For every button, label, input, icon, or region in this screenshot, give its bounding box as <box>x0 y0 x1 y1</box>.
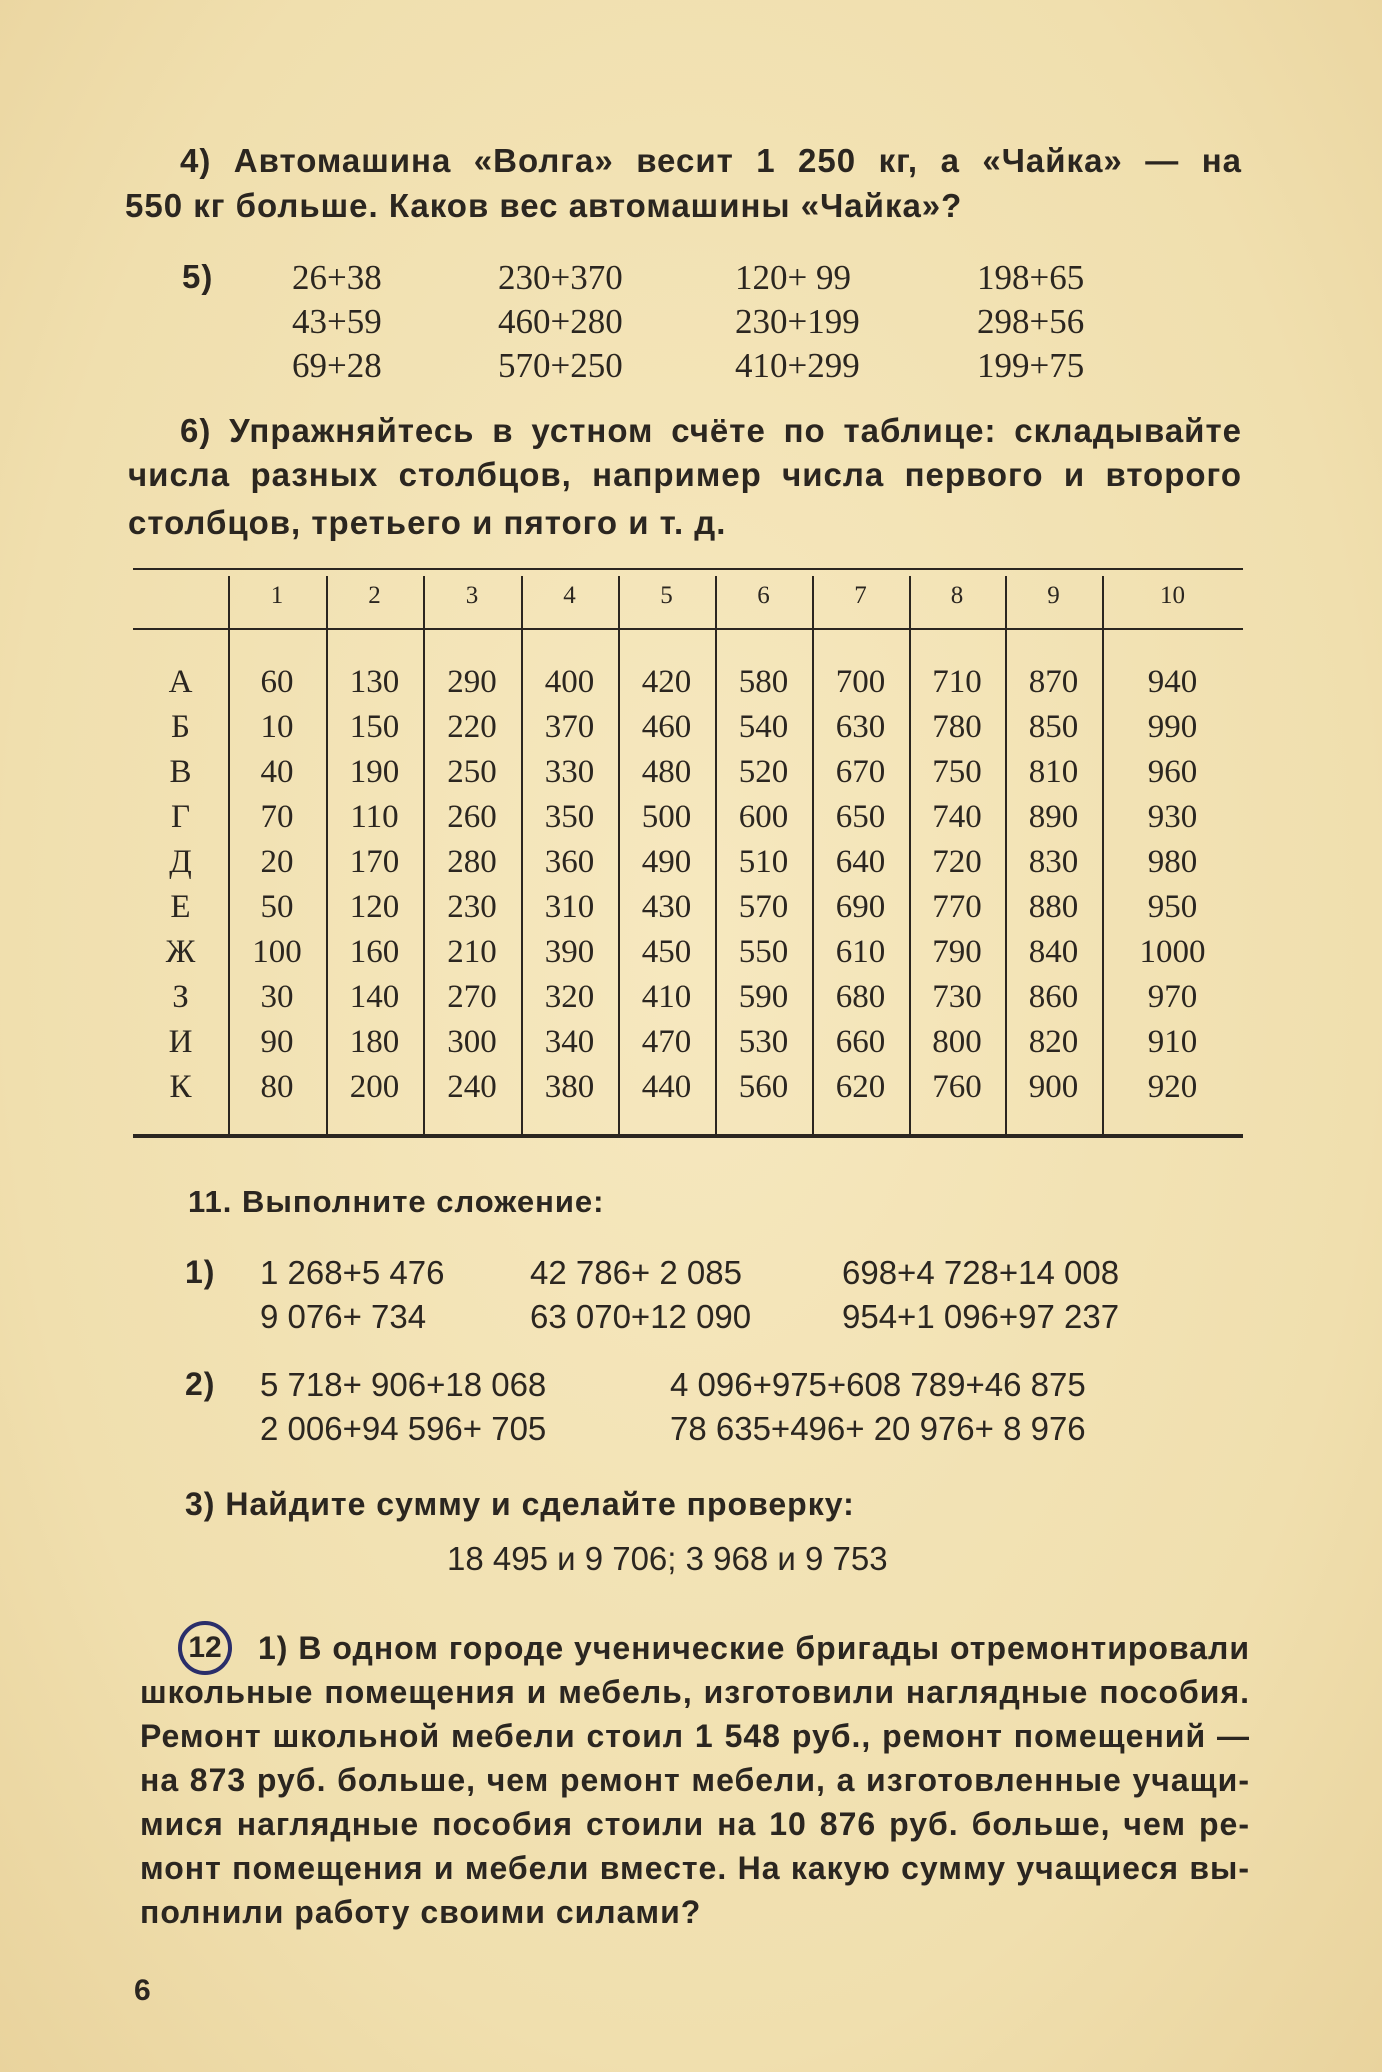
table-cell: 550 <box>738 934 789 970</box>
table-cell: 240 <box>447 1069 497 1105</box>
table-cell: 140 <box>349 979 400 1015</box>
table-row-label: К <box>169 1069 192 1105</box>
table-cell: 180 <box>349 1024 400 1060</box>
task-11-part-3-numbers: 18 495 и 9 706; 3 968 и 9 753 <box>447 1540 888 1577</box>
table-cell: 40 <box>260 754 294 790</box>
table-cell: 650 <box>835 799 886 835</box>
table-row-label: Б <box>171 709 190 745</box>
problem-5-expression: 198+65 <box>977 258 1085 297</box>
table-cell: 820 <box>1028 1024 1079 1060</box>
table-row-label: Е <box>170 889 191 925</box>
table-cell: 350 <box>544 799 595 835</box>
table-cell: 600 <box>738 799 789 835</box>
task-11-part-3-text: 3) Найдите сумму и сделайте проверку: <box>185 1486 855 1522</box>
table-cell: 90 <box>260 1024 294 1060</box>
number-table <box>133 568 1243 1140</box>
table-cell: 640 <box>835 844 886 880</box>
table-cell: 230 <box>447 889 497 925</box>
table-cell: 760 <box>932 1069 982 1105</box>
table-cell: 280 <box>447 844 497 880</box>
table-cell: 960 <box>1147 754 1198 790</box>
table-cell: 480 <box>641 754 692 790</box>
table-cell: 590 <box>738 979 789 1015</box>
task-12-line: мися наглядные пособия стоили на 10 876 руб. больше, чем ре- <box>140 1806 1250 1842</box>
table-cell: 560 <box>738 1069 789 1105</box>
task-11-part-2-label: 2) <box>185 1366 216 1402</box>
problem-4-line-2: 550 кг больше. Каков вес автомашины «Чайка»? <box>125 187 963 224</box>
table-column-header: 1 <box>270 582 284 609</box>
table-cell: 20 <box>260 844 294 880</box>
problem-5-expression: 43+59 <box>292 302 382 341</box>
addition-expression: 1 268+5 476 <box>260 1254 445 1291</box>
table-cell: 400 <box>544 664 595 700</box>
problem-5-expression: 298+56 <box>977 302 1085 341</box>
table-cell: 430 <box>641 889 692 925</box>
addition-expression: 2 006+94 596+ 705 <box>260 1410 547 1447</box>
task-11-part-1-label: 1) <box>185 1254 216 1290</box>
table-cell: 500 <box>641 799 692 835</box>
table-cell: 300 <box>447 1024 497 1060</box>
table-cell: 630 <box>835 709 886 745</box>
addition-expression: 9 076+ 734 <box>260 1298 427 1335</box>
table-column-header: 4 <box>563 582 576 609</box>
table-column-header: 9 <box>1047 582 1060 609</box>
problem-5-expression: 230+370 <box>498 258 623 297</box>
problem-5-expression: 570+250 <box>498 346 623 385</box>
problem-5-expression: 199+75 <box>977 346 1085 385</box>
problem-5-expression: 26+38 <box>292 258 382 297</box>
table-cell: 980 <box>1147 844 1198 880</box>
table-cell: 710 <box>932 664 982 700</box>
table-cell: 440 <box>641 1069 692 1105</box>
table-cell: 260 <box>447 799 497 835</box>
table-cell: 360 <box>544 844 595 880</box>
table-cell: 310 <box>544 889 595 925</box>
table-cell: 100 <box>252 934 302 970</box>
table-cell: 130 <box>349 664 400 700</box>
table-cell: 700 <box>835 664 886 700</box>
problem-5-expression: 69+28 <box>292 346 382 385</box>
table-cell: 680 <box>835 979 886 1015</box>
addition-expression: 4 096+975+608 789+46 875 <box>670 1366 1086 1403</box>
table-cell: 720 <box>932 844 982 880</box>
table-cell: 770 <box>932 889 982 925</box>
table-cell: 740 <box>932 799 982 835</box>
table-cell: 660 <box>835 1024 886 1060</box>
table-cell: 800 <box>932 1024 982 1060</box>
table-cell: 70 <box>260 799 294 835</box>
table-cell: 620 <box>835 1069 886 1105</box>
table-cell: 950 <box>1147 889 1198 925</box>
table-cell: 160 <box>349 934 400 970</box>
table-cell: 170 <box>349 844 400 880</box>
problem-5-expression: 410+299 <box>735 346 860 385</box>
table-cell: 520 <box>738 754 789 790</box>
table-row-label: Г <box>170 799 191 835</box>
table-column-header: 10 <box>1160 582 1185 609</box>
problem-5-expression: 120+ 99 <box>735 258 851 297</box>
table-cell: 750 <box>932 754 982 790</box>
table-cell: 250 <box>447 754 497 790</box>
table-bottom-rule <box>133 1134 1243 1138</box>
table-cell: 890 <box>1028 799 1079 835</box>
table-row-label: З <box>172 979 189 1015</box>
task-12-line: Ремонт школьной мебели стоил 1 548 руб., ремонт помещений — <box>140 1718 1250 1754</box>
table-cell: 420 <box>641 664 692 700</box>
table-cell: 50 <box>260 889 294 925</box>
table-cell: 80 <box>260 1069 294 1105</box>
table-cell: 790 <box>932 934 982 970</box>
table-cell: 410 <box>641 979 692 1015</box>
table-cell: 270 <box>447 979 497 1015</box>
table-column-header: 3 <box>465 582 479 609</box>
problem-6-line-1: 6) Упражняйтесь в устном счёте по таблице: складывайте <box>180 412 1242 449</box>
table-cell: 930 <box>1147 799 1198 835</box>
task-11-heading: 11. Выполните сложение: <box>188 1184 605 1219</box>
table-cell: 690 <box>835 889 886 925</box>
problem-6-line-2: числа разных столбцов, например числа первого и второго <box>128 456 1242 493</box>
addition-expression: 42 786+ 2 085 <box>530 1254 742 1291</box>
addition-expression: 5 718+ 906+18 068 <box>260 1366 547 1403</box>
table-cell: 670 <box>835 754 886 790</box>
table-cell: 450 <box>641 934 692 970</box>
problem-5-expression: 230+199 <box>735 302 860 341</box>
table-row-label: В <box>169 754 192 790</box>
table-column-header: 8 <box>950 582 964 609</box>
table-cell: 830 <box>1028 844 1079 880</box>
table-cell: 970 <box>1147 979 1198 1015</box>
table-cell: 30 <box>260 979 294 1015</box>
table-column-header: 2 <box>368 582 381 609</box>
addition-expression: 954+1 096+97 237 <box>842 1298 1120 1335</box>
table-cell: 580 <box>738 664 789 700</box>
table-cell: 60 <box>260 664 294 700</box>
table-cell: 990 <box>1147 709 1198 745</box>
table-row-label: Д <box>169 844 192 880</box>
addition-expression: 78 635+496+ 20 976+ 8 976 <box>670 1410 1086 1447</box>
table-cell: 870 <box>1028 664 1079 700</box>
table-cell: 330 <box>544 754 595 790</box>
task-12-circled-number: 12 <box>178 1621 232 1675</box>
problem-5-label: 5) <box>182 258 214 295</box>
table-cell: 470 <box>641 1024 692 1060</box>
table-column-header: 5 <box>660 582 673 609</box>
table-cell: 610 <box>835 934 886 970</box>
table-cell: 210 <box>447 934 497 970</box>
table-row-label: И <box>168 1024 193 1060</box>
table-top-rule <box>133 568 1243 570</box>
table-cell: 390 <box>544 934 595 970</box>
table-cell: 540 <box>738 709 789 745</box>
table-cell: 880 <box>1028 889 1079 925</box>
task-12-line: на 873 руб. больше, чем ремонт мебели, а изготовленные учащи- <box>140 1762 1250 1798</box>
table-cell: 910 <box>1147 1024 1198 1060</box>
problem-6-line-3: столбцов, третьего и пятого и т. д. <box>128 504 727 541</box>
table-cell: 290 <box>447 664 497 700</box>
table-cell: 530 <box>738 1024 789 1060</box>
table-cell: 190 <box>349 754 400 790</box>
table-cell: 940 <box>1147 664 1198 700</box>
table-header-rule <box>133 628 1243 630</box>
task-12-line: монт помещения и мебели вместе. На какую сумму учащиеся вы- <box>140 1850 1250 1886</box>
table-cell: 900 <box>1028 1069 1079 1105</box>
table-cell: 730 <box>932 979 982 1015</box>
table-cell: 340 <box>544 1024 595 1060</box>
page-number: 6 <box>134 1974 152 2007</box>
task-12-line: 1) В одном городе ученические бригады отремонтировали <box>258 1630 1250 1666</box>
table-column-header: 6 <box>757 582 770 609</box>
table-cell: 370 <box>544 709 595 745</box>
problem-4-line-1: 4) Автомашина «Волга» весит 1 250 кг, а «Чайка» — на <box>180 142 1242 179</box>
table-cell: 810 <box>1028 754 1079 790</box>
table-cell: 120 <box>349 889 400 925</box>
table-cell: 570 <box>738 889 789 925</box>
table-cell: 850 <box>1028 709 1079 745</box>
table-cell: 510 <box>738 844 789 880</box>
table-column-header: 7 <box>854 582 867 609</box>
problem-5-expression: 460+280 <box>498 302 623 341</box>
table-cell: 780 <box>932 709 982 745</box>
table-cell: 10 <box>260 709 294 745</box>
table-cell: 220 <box>447 709 497 745</box>
table-cell: 840 <box>1028 934 1079 970</box>
table-row-label: А <box>168 664 193 700</box>
task-12-line: полнили работу своими силами? <box>140 1894 702 1930</box>
task-12-line: школьные помещения и мебель, изготовили наглядные пособия. <box>140 1674 1250 1710</box>
table-cell: 1000 <box>1139 934 1206 970</box>
table-cell: 490 <box>641 844 692 880</box>
table-cell: 200 <box>349 1069 400 1105</box>
addition-expression: 63 070+12 090 <box>530 1298 752 1335</box>
table-cell: 380 <box>544 1069 595 1105</box>
table-cell: 150 <box>349 709 400 745</box>
table-cell: 110 <box>350 799 399 835</box>
table-cell: 460 <box>641 709 692 745</box>
table-cell: 320 <box>544 979 595 1015</box>
table-cell: 920 <box>1147 1069 1198 1105</box>
table-row-label: Ж <box>165 934 196 970</box>
addition-expression: 698+4 728+14 008 <box>842 1254 1120 1291</box>
table-cell: 860 <box>1028 979 1079 1015</box>
